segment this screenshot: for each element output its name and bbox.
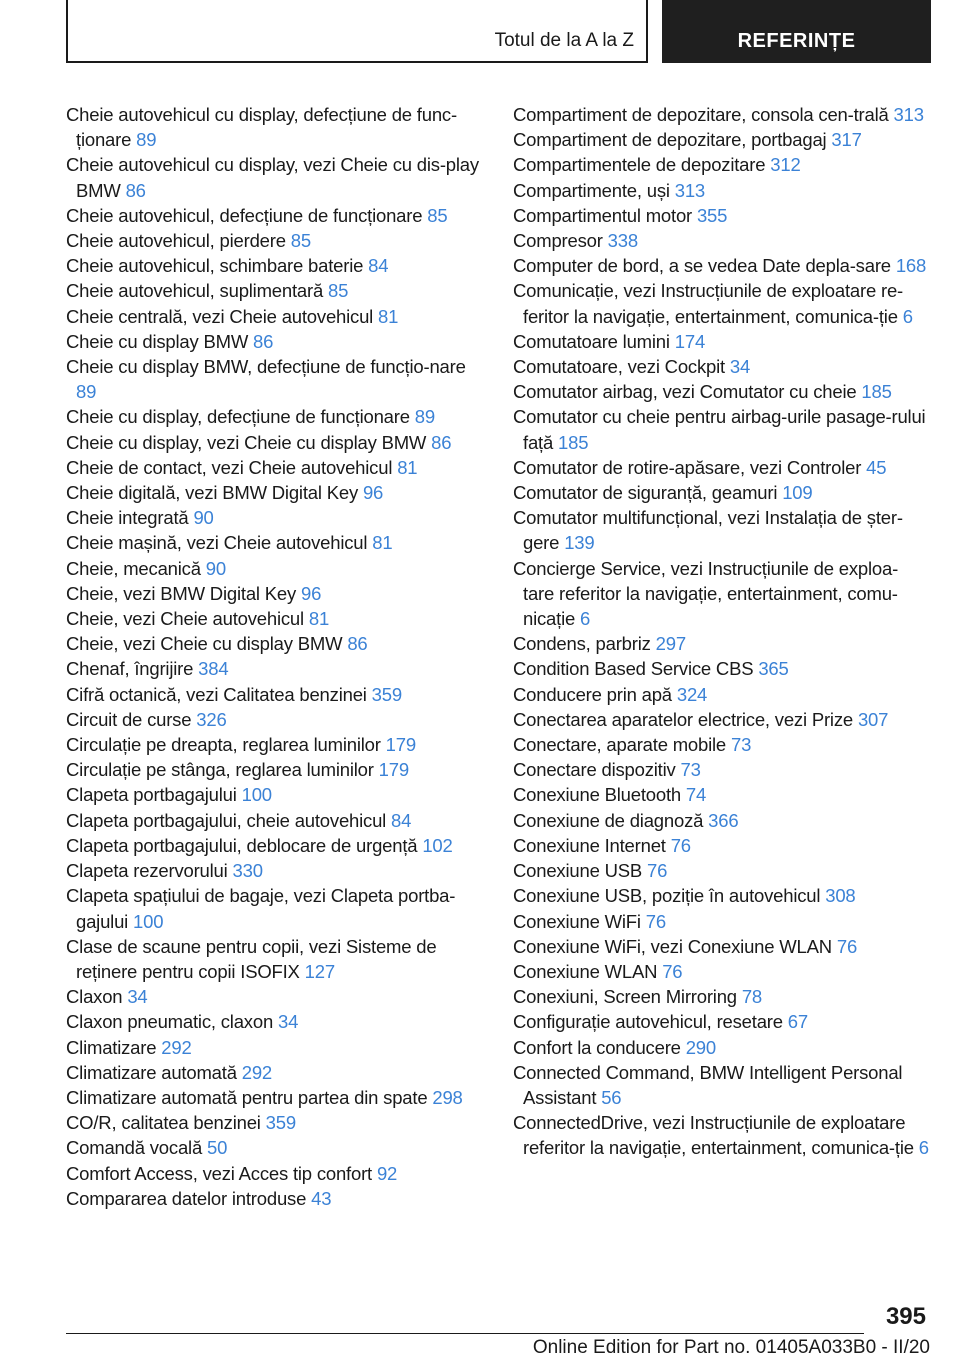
entry-term: Cheie, vezi Cheie cu display BMW xyxy=(66,633,343,655)
index-entry xyxy=(66,404,490,429)
index-entry xyxy=(513,883,929,908)
entry-page-link[interactable]: 6 xyxy=(580,608,591,630)
entry-term: Conexiune Bluetooth xyxy=(513,784,681,806)
entry-page-link[interactable]: 127 xyxy=(304,960,335,982)
index-entry xyxy=(513,782,929,807)
entry-page-link[interactable]: 73 xyxy=(680,759,701,781)
entry-term: Conexiuni, Screen Mirroring xyxy=(513,986,737,1008)
index-entry xyxy=(513,278,929,328)
index-entry xyxy=(66,934,490,984)
index-entry xyxy=(513,631,929,656)
entry-page-link[interactable]: 86 xyxy=(125,179,146,201)
entry-term: Compresor xyxy=(513,230,603,252)
page-header xyxy=(66,0,931,64)
entry-term: Clapeta portbagajului, deblocare de urgență xyxy=(66,834,418,856)
entry-term: Claxon pneumatic, claxon xyxy=(66,1011,274,1033)
entry-term: Cheie autovehicul, schimbare baterie xyxy=(66,255,364,277)
entry-page-link[interactable]: 78 xyxy=(741,986,763,1008)
entry-page-link[interactable]: 326 xyxy=(196,708,227,730)
index-entry xyxy=(66,682,490,707)
entry-page-link[interactable]: 90 xyxy=(205,557,226,579)
entry-page-link[interactable]: 168 xyxy=(895,255,927,277)
entry-page-link[interactable]: 365 xyxy=(758,658,789,680)
entry-page-link[interactable]: 366 xyxy=(708,809,739,831)
index-entry xyxy=(66,833,490,858)
index-entry xyxy=(513,203,929,228)
entry-page-link[interactable]: 109 xyxy=(782,482,813,504)
index-column-left xyxy=(66,102,490,1211)
entry-page-link[interactable]: 312 xyxy=(770,154,801,176)
entry-page-link[interactable]: 67 xyxy=(787,1011,808,1033)
entry-term: Concierge Service, vezi Instrucțiunile de exploa‐tare referitor la navigație, entertainment, comu‐nicație xyxy=(513,557,899,630)
index-entry xyxy=(66,1060,490,1085)
index-entry xyxy=(66,656,490,681)
entry-term: Condition Based Service CBS xyxy=(513,658,754,680)
entry-term: Clase de scaune pentru copii, vezi Sisteme de reținere pentru copii ISOFIX xyxy=(66,935,437,982)
entry-term: Clapeta portbagajului xyxy=(66,784,237,806)
entry-term: Cheie de contact, vezi Cheie autovehicul xyxy=(66,456,393,478)
index-entry xyxy=(513,984,929,1009)
entry-term: Compartimente, uși xyxy=(513,179,670,201)
entry-page-link[interactable]: 86 xyxy=(253,330,274,352)
index-entry xyxy=(513,757,929,782)
entry-page-link[interactable]: 76 xyxy=(647,860,668,882)
entry-page-link[interactable]: 50 xyxy=(207,1137,228,1159)
index-entry xyxy=(66,505,490,530)
entry-term: Comutatoare lumini xyxy=(513,330,670,352)
entry-term: Comutator de rotire-apăsare, vezi Controler xyxy=(513,456,862,478)
entry-term: Compartiment de depozitare, portbagaj xyxy=(513,129,827,151)
index-entry xyxy=(66,732,490,757)
entry-term: Comutator multifuncțional, vezi Instalația de șter‐gere xyxy=(513,507,903,554)
index-entry xyxy=(513,1060,929,1110)
entry-term: Cheie centrală, vezi Cheie autovehicul xyxy=(66,305,374,327)
entry-page-link[interactable]: 56 xyxy=(601,1086,622,1108)
entry-term: Cheie autovehicul, suplimentară xyxy=(66,280,324,302)
index-entry xyxy=(66,253,490,278)
entry-term: Cheie autovehicul, pierdere xyxy=(66,230,286,252)
entry-page-link[interactable]: 73 xyxy=(730,734,752,756)
index-entry xyxy=(66,455,490,480)
entry-page-link[interactable]: 6 xyxy=(902,305,913,327)
entry-term: Cheie cu display BMW, defecțiune de funcțio‐nare xyxy=(66,356,466,378)
entry-page-link[interactable]: 81 xyxy=(372,532,393,554)
entry-page-link[interactable]: 76 xyxy=(836,935,858,957)
entry-page-link[interactable]: 86 xyxy=(347,633,368,655)
index-entry xyxy=(513,959,929,984)
entry-term: Chenaf, îngrijire xyxy=(66,658,194,680)
entry-page-link[interactable]: 330 xyxy=(232,860,263,882)
index-entry xyxy=(513,833,929,858)
index-entry xyxy=(66,556,490,581)
entry-page-link[interactable]: 102 xyxy=(422,834,453,856)
index-entry xyxy=(513,253,929,278)
page-number: 395 xyxy=(885,1303,926,1330)
index-entry xyxy=(513,1110,929,1160)
index-entry xyxy=(513,152,929,177)
entry-term: Confort la conducere xyxy=(513,1036,681,1058)
entry-term: CO/R, calitatea benzinei xyxy=(66,1112,261,1134)
entry-term: Cheie, vezi Cheie autovehicul xyxy=(66,608,304,630)
entry-term: Conectare dispozitiv xyxy=(513,759,676,781)
chapter-title: REFERINȚE xyxy=(737,30,856,52)
entry-page-link[interactable]: 317 xyxy=(831,129,862,151)
footer-divider xyxy=(66,1333,864,1334)
entry-term: Configurație autovehicul, resetare xyxy=(513,1011,783,1033)
index-entry xyxy=(66,228,490,253)
entry-page-link[interactable]: 89 xyxy=(414,406,435,428)
entry-page-link[interactable]: 313 xyxy=(674,179,706,201)
entry-page-link[interactable]: 338 xyxy=(607,230,638,252)
section-tab xyxy=(66,0,648,63)
index-entry xyxy=(513,934,929,959)
index-entry xyxy=(66,707,490,732)
entry-page-link[interactable]: 359 xyxy=(265,1112,296,1134)
entry-term: Conexiune WiFi, vezi Conexiune WLAN xyxy=(513,935,832,957)
entry-term: Cheie cu display, vezi Cheie cu display BMW xyxy=(66,431,427,453)
entry-term: Cheie, vezi BMW Digital Key xyxy=(66,582,297,604)
entry-page-link[interactable]: 81 xyxy=(397,456,418,478)
entry-page-link[interactable]: 179 xyxy=(378,759,409,781)
index-entry xyxy=(513,1035,929,1060)
index-entry xyxy=(513,178,929,203)
entry-term: Connected Command, BMW Intelligent Personal Assistant xyxy=(513,1061,903,1108)
index-entry xyxy=(66,606,490,631)
entry-term: Conexiune de diagnoză xyxy=(513,809,704,831)
entry-term: Clapeta rezervorului xyxy=(66,860,228,882)
entry-page-link[interactable]: 85 xyxy=(427,204,448,226)
entry-page-link[interactable]: 89 xyxy=(76,381,97,403)
entry-page-link[interactable]: 324 xyxy=(676,683,708,705)
index-entry xyxy=(66,203,490,228)
entry-page-link[interactable]: 76 xyxy=(645,910,666,932)
entry-page-link[interactable]: 185 xyxy=(558,431,589,453)
entry-page-link[interactable]: 74 xyxy=(685,784,707,806)
entry-page-link[interactable]: 179 xyxy=(385,734,416,756)
entry-term: Conectarea aparatelor electrice, vezi Prize xyxy=(513,708,853,730)
entry-page-link[interactable]: 81 xyxy=(378,305,399,327)
entry-term: Conexiune WLAN xyxy=(513,960,658,982)
index-entry xyxy=(66,1186,490,1211)
index-entry xyxy=(513,707,929,732)
entry-term: Comutator cu cheie pentru airbag-urile pasage‐rului față xyxy=(513,406,926,453)
index-entry xyxy=(66,530,490,555)
entry-page-link[interactable]: 384 xyxy=(198,658,229,680)
entry-page-link[interactable]: 185 xyxy=(861,381,892,403)
index-entry xyxy=(66,152,490,202)
entry-page-link[interactable]: 100 xyxy=(133,910,164,932)
entry-term: Condens, parbriz xyxy=(513,633,651,655)
entry-page-link[interactable]: 96 xyxy=(301,582,322,604)
entry-term: Cheie autovehicul cu display, vezi Cheie cu dis‐play BMW xyxy=(66,154,479,201)
index-entry xyxy=(66,858,490,883)
entry-page-link[interactable]: 90 xyxy=(193,507,214,529)
entry-term: Climatizare automată pentru partea din spate xyxy=(66,1086,428,1108)
entry-page-link[interactable]: 298 xyxy=(432,1086,463,1108)
index-entry xyxy=(66,278,490,303)
entry-page-link[interactable]: 34 xyxy=(278,1011,299,1033)
entry-page-link[interactable]: 6 xyxy=(918,1137,929,1159)
entry-page-link[interactable]: 45 xyxy=(866,456,887,478)
index-entry xyxy=(513,127,929,152)
index-entry xyxy=(66,1161,490,1186)
entry-term: Cheie, mecanică xyxy=(66,557,201,579)
index-entry xyxy=(66,984,490,1009)
entry-term: Conectare, aparate mobile xyxy=(513,734,727,756)
index-entry xyxy=(513,379,929,404)
entry-term: Comutatoare, vezi Cockpit xyxy=(513,356,725,378)
index-entry xyxy=(66,1009,490,1034)
entry-term: Cheie cu display BMW xyxy=(66,330,249,352)
entry-term: Cheie autovehicul, defecțiune de funcționare xyxy=(66,204,423,226)
entry-term: Cheie digitală, vezi BMW Digital Key xyxy=(66,482,358,504)
entry-page-link[interactable]: 34 xyxy=(127,986,148,1008)
entry-term: ConnectedDrive, vezi Instrucțiunile de exploatare referitor la navigație, entertainment, comunica‐ție xyxy=(513,1112,914,1159)
index-entry xyxy=(66,480,490,505)
index-entry xyxy=(66,430,490,455)
entry-term: Conexiune Internet xyxy=(513,834,666,856)
entry-page-link[interactable]: 96 xyxy=(362,482,384,504)
entry-term: Clapeta portbagajului, cheie autovehicul xyxy=(66,809,387,831)
entry-term: Comfort Access, vezi Acces tip confort xyxy=(66,1162,372,1184)
entry-term: Conexiune WiFi xyxy=(513,910,641,932)
entry-page-link[interactable]: 76 xyxy=(670,834,691,856)
index-entry xyxy=(513,682,929,707)
entry-term: Conducere prin apă xyxy=(513,683,672,705)
index-entry xyxy=(66,883,490,933)
index-entry xyxy=(513,556,929,632)
entry-page-link[interactable]: 85 xyxy=(328,280,349,302)
entry-term: Cheie cu display, defecțiune de funcționare xyxy=(66,406,410,428)
entry-page-link[interactable]: 86 xyxy=(431,431,452,453)
index-entry xyxy=(513,656,929,681)
entry-term: Clapeta spațiului de bagaje, vezi Clapeta portba‐gajului xyxy=(66,885,456,932)
index-entry xyxy=(66,631,490,656)
entry-page-link[interactable]: 84 xyxy=(368,255,389,277)
entry-page-link[interactable]: 85 xyxy=(290,230,311,252)
entry-term: Comunicație, vezi Instrucțiunile de exploatare re‐feritor la navigație, entertainment, comunica‐ție xyxy=(513,280,903,327)
entry-page-link[interactable]: 34 xyxy=(729,356,751,378)
entry-term: Cheie mașină, vezi Cheie autovehicul xyxy=(66,532,368,554)
index-entry xyxy=(513,228,929,253)
index-entry xyxy=(513,505,929,555)
entry-term: Comandă vocală xyxy=(66,1137,203,1159)
entry-page-link[interactable]: 43 xyxy=(311,1187,332,1209)
entry-term: Circulație pe stânga, reglarea luminilor xyxy=(66,759,374,781)
index-entry xyxy=(513,102,929,127)
index-entry xyxy=(513,329,929,354)
index-entry xyxy=(513,404,929,454)
entry-term: Cifră octanică, vezi Calitatea benzinei xyxy=(66,683,367,705)
index-entry xyxy=(66,581,490,606)
entry-page-link[interactable]: 84 xyxy=(391,809,412,831)
entry-term: Comutator airbag, vezi Comutator cu cheie xyxy=(513,381,857,403)
index-entry xyxy=(66,1135,490,1160)
entry-page-link[interactable]: 308 xyxy=(825,885,856,907)
entry-page-link[interactable]: 359 xyxy=(371,683,402,705)
entry-page-link[interactable]: 139 xyxy=(564,532,595,554)
entry-term: Compartimentul motor xyxy=(513,204,693,226)
entry-term: Climatizare xyxy=(66,1036,157,1058)
entry-page-link[interactable]: 89 xyxy=(136,129,157,151)
chapter-tab xyxy=(662,0,931,63)
index-entry xyxy=(66,757,490,782)
index-entry xyxy=(66,304,490,329)
index-entry xyxy=(66,782,490,807)
entry-term: Compartiment de depozitare, consola cen‐trală xyxy=(513,104,889,125)
entry-term: Claxon xyxy=(66,986,123,1008)
entry-term: Conexiune USB xyxy=(513,860,643,882)
index-entry xyxy=(513,732,929,757)
entry-page-link[interactable]: 290 xyxy=(685,1036,716,1058)
entry-term: Climatizare automată xyxy=(66,1061,237,1083)
index-entry xyxy=(66,354,490,404)
index-entry xyxy=(66,329,490,354)
entry-term: Circuit de curse xyxy=(66,708,192,730)
footer-edition: Online Edition for Part no. 01405A033B0 - II/20 xyxy=(532,1337,930,1358)
entry-page-link[interactable]: 307 xyxy=(857,708,889,730)
entry-page-link[interactable]: 92 xyxy=(376,1162,398,1184)
index-entry xyxy=(513,858,929,883)
entry-term: Cheie integrată xyxy=(66,507,189,529)
entry-term: Cheie autovehicul cu display, defecțiune de func‐ționare xyxy=(66,104,457,151)
index-entry xyxy=(513,1009,929,1034)
entry-term: Compartimentele de depozitare xyxy=(513,154,766,176)
section-title: Totul de la A la Z xyxy=(494,30,634,51)
entry-page-link[interactable]: 355 xyxy=(696,204,728,226)
index-entry xyxy=(513,808,929,833)
entry-term: Computer de bord, a se vedea Date depla‐sare xyxy=(513,255,891,277)
entry-term: Conexiune USB, poziție în autovehicul xyxy=(513,885,821,907)
entry-page-link[interactable]: 100 xyxy=(241,784,272,806)
index-column-right xyxy=(513,102,929,1161)
entry-term: Compararea datelor introduse xyxy=(66,1187,307,1209)
index-entry xyxy=(513,455,929,480)
entry-page-link[interactable]: 76 xyxy=(662,960,683,982)
index-entry xyxy=(66,1085,490,1110)
entry-term: Circulație pe dreapta, reglarea luminilor xyxy=(66,734,381,756)
index-entry xyxy=(513,480,929,505)
entry-term: Comutator de siguranță, geamuri xyxy=(513,482,778,504)
entry-page-link[interactable]: 313 xyxy=(893,104,924,125)
index-entry xyxy=(66,102,490,152)
entry-page-link[interactable]: 297 xyxy=(655,633,686,655)
index-entry xyxy=(66,1110,490,1135)
index-entry xyxy=(513,909,929,934)
entry-page-link[interactable]: 292 xyxy=(161,1036,192,1058)
entry-page-link[interactable]: 292 xyxy=(241,1061,273,1083)
index-entry xyxy=(513,354,929,379)
entry-page-link[interactable]: 81 xyxy=(308,608,330,630)
index-entry xyxy=(66,1035,490,1060)
index-entry xyxy=(66,808,490,833)
entry-page-link[interactable]: 174 xyxy=(674,330,706,352)
